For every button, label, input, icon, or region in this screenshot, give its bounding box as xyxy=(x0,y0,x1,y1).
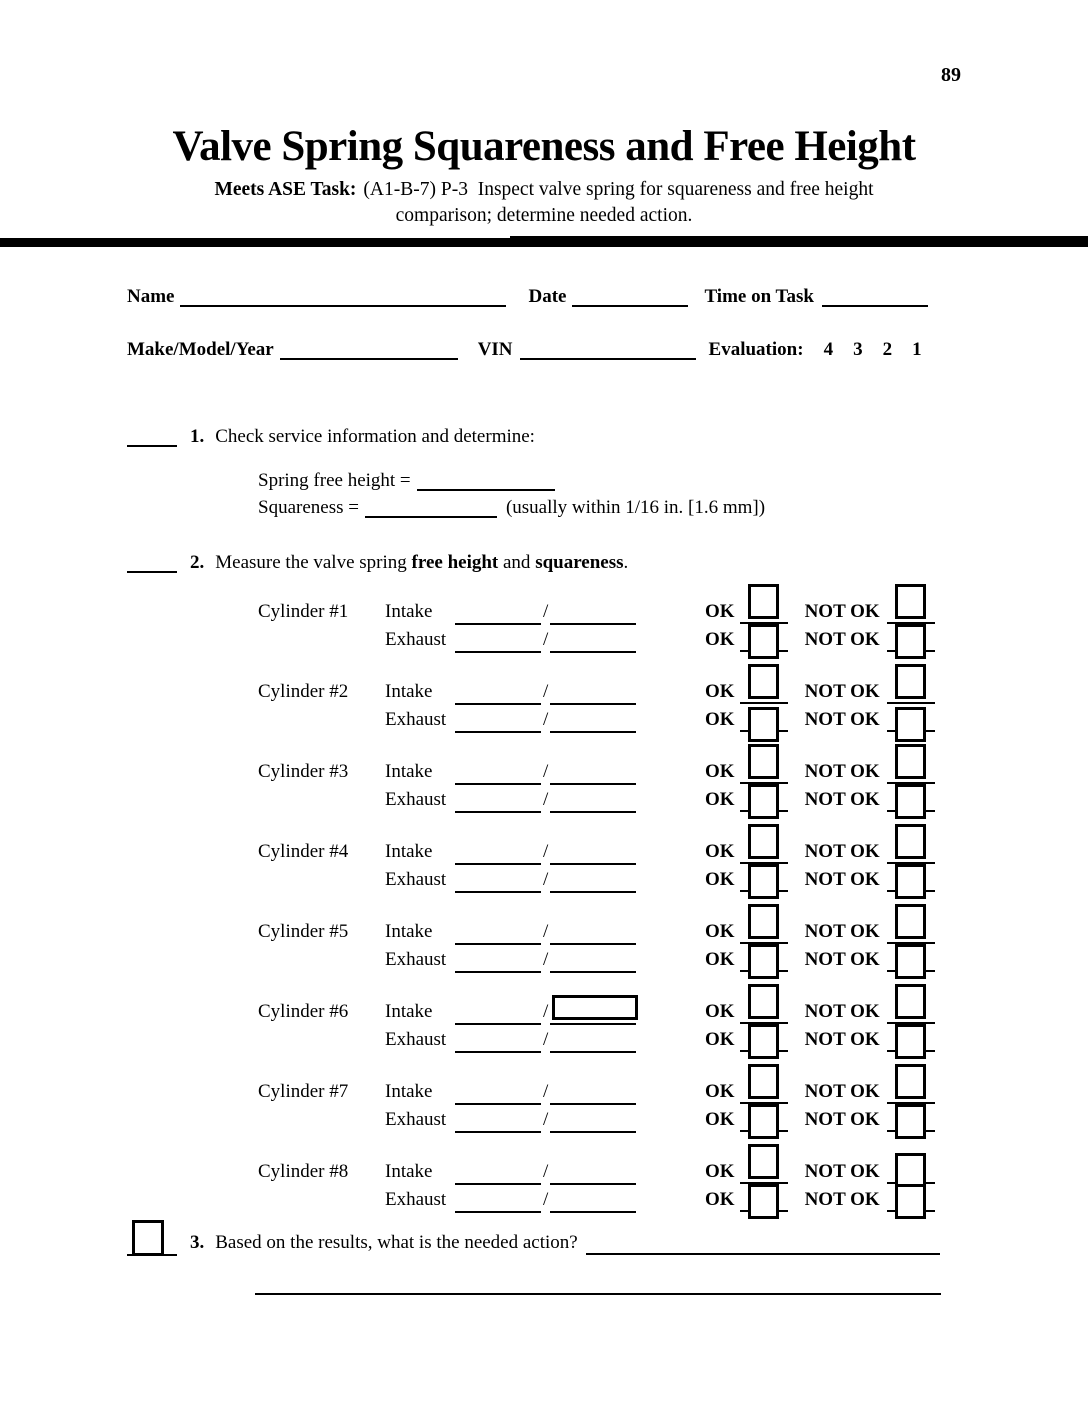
time-on-task-label: Time on Task xyxy=(704,286,814,307)
not-ok-checkbox[interactable] xyxy=(895,624,926,659)
intake-measure-blank-1[interactable] xyxy=(455,863,541,865)
not-ok-label: NOT OK xyxy=(804,921,880,942)
ok-label: OK xyxy=(705,1189,735,1210)
not-ok-label: NOT OK xyxy=(804,681,880,702)
cylinder-label: Cylinder #1 xyxy=(258,601,349,622)
step3-checkbox[interactable] xyxy=(132,1220,164,1256)
spring-free-height-blank[interactable] xyxy=(417,489,555,491)
exhaust-measure-blank-1[interactable] xyxy=(455,811,541,813)
intake-line xyxy=(258,598,1088,626)
ok-blank[interactable] xyxy=(740,970,788,972)
exhaust-ok-group xyxy=(705,786,935,814)
intake-label: Intake xyxy=(385,921,433,942)
not-ok-checkbox[interactable] xyxy=(895,944,926,979)
spring-free-height-label: Spring free height = xyxy=(258,470,411,491)
ok-blank[interactable] xyxy=(740,702,788,704)
exhaust-label: Exhaust xyxy=(385,629,447,650)
exhaust-line xyxy=(258,946,1088,974)
intake-measure-blank-1[interactable] xyxy=(455,1023,541,1025)
intake-ok-group xyxy=(705,918,935,946)
not-ok-blank[interactable] xyxy=(887,970,935,972)
intake-label: Intake xyxy=(385,1001,433,1022)
exhaust-line xyxy=(258,626,1088,654)
ok-checkbox[interactable] xyxy=(748,1144,779,1179)
spring-free-height-row xyxy=(258,468,555,494)
exhaust-measure-blank-2[interactable] xyxy=(550,811,636,813)
step2-bold-free-height: free height xyxy=(411,552,499,573)
header-rule xyxy=(0,238,1088,247)
slash-separator: / xyxy=(543,1109,549,1130)
intake-ok-group xyxy=(705,598,935,626)
not-ok-checkbox[interactable] xyxy=(895,744,926,779)
step1-completion-blank[interactable] xyxy=(127,445,177,447)
step1-row xyxy=(127,424,535,450)
not-ok-blank[interactable] xyxy=(887,890,935,892)
not-ok-checkbox[interactable] xyxy=(895,1024,926,1059)
slash-separator: / xyxy=(543,629,549,650)
ok-label: OK xyxy=(705,1161,735,1182)
not-ok-blank[interactable] xyxy=(887,810,935,812)
cylinder-label: Cylinder #3 xyxy=(258,761,349,782)
evaluation-scale-2[interactable]: 2 xyxy=(882,339,893,360)
slash-separator: / xyxy=(543,789,549,810)
intake-measure-blank-2[interactable] xyxy=(550,863,636,865)
squareness-blank[interactable] xyxy=(365,516,497,518)
ok-blank[interactable] xyxy=(740,1210,788,1212)
slash-separator: / xyxy=(543,1029,549,1050)
not-ok-checkbox[interactable] xyxy=(895,1184,926,1219)
not-ok-checkbox[interactable] xyxy=(895,584,926,619)
exhaust-measure-blank-2[interactable] xyxy=(550,651,636,653)
not-ok-label: NOT OK xyxy=(804,841,880,862)
intake-ok-group xyxy=(705,838,935,866)
exhaust-line xyxy=(258,1106,1088,1134)
intake-label: Intake xyxy=(385,601,433,622)
ok-label: OK xyxy=(705,789,735,810)
ok-blank[interactable] xyxy=(740,890,788,892)
exhaust-line xyxy=(258,786,1088,814)
intake-ok-group xyxy=(705,1158,935,1186)
step1-number: 1. xyxy=(190,426,205,447)
intake-measure-blank-2[interactable] xyxy=(550,943,636,945)
ok-label: OK xyxy=(705,869,735,890)
not-ok-blank[interactable] xyxy=(887,650,935,652)
intake-label: Intake xyxy=(385,1161,433,1182)
exhaust-measure-blank-1[interactable] xyxy=(455,731,541,733)
step3-completion-blank[interactable] xyxy=(127,1254,177,1256)
intake-measure-blank-1[interactable] xyxy=(455,703,541,705)
step1-text: Check service information and determine: xyxy=(215,426,535,447)
vehicle-row xyxy=(127,337,922,363)
exhaust-label: Exhaust xyxy=(385,1189,447,1210)
cylinder-block xyxy=(258,918,1088,998)
evaluation-scale-4[interactable]: 4 xyxy=(823,339,834,360)
exhaust-measure-blank-1[interactable] xyxy=(455,1211,541,1213)
not-ok-label: NOT OK xyxy=(804,1109,880,1130)
intake-ok-group xyxy=(705,998,935,1026)
exhaust-line xyxy=(258,1186,1088,1214)
not-ok-label: NOT OK xyxy=(804,709,880,730)
slash-separator: / xyxy=(543,841,549,862)
intake-ok-group xyxy=(705,678,935,706)
ase-task-line xyxy=(0,179,1088,201)
not-ok-checkbox[interactable] xyxy=(895,824,926,859)
intake-line xyxy=(258,1078,1088,1106)
ase-task-line2: comparison; determine needed action. xyxy=(395,205,693,226)
step2-text-suffix: . xyxy=(623,552,629,573)
ok-checkbox[interactable] xyxy=(748,707,779,742)
not-ok-checkbox[interactable] xyxy=(895,864,926,899)
page-number: 89 xyxy=(941,64,961,86)
step2-bold-squareness: squareness xyxy=(535,552,624,573)
page-title: Valve Spring Squareness and Free Height xyxy=(172,123,916,170)
step2-row xyxy=(127,550,628,576)
not-ok-blank[interactable] xyxy=(887,1050,935,1052)
step3-text: Based on the results, what is the needed action? xyxy=(215,1232,578,1253)
intake-label: Intake xyxy=(385,761,433,782)
ok-label: OK xyxy=(705,1081,735,1102)
ok-checkbox[interactable] xyxy=(748,824,779,859)
cylinder-label: Cylinder #2 xyxy=(258,681,349,702)
exhaust-measure-blank-1[interactable] xyxy=(455,1051,541,1053)
exhaust-line xyxy=(258,1026,1088,1054)
evaluation-scale-3[interactable]: 3 xyxy=(853,339,863,360)
ase-task-text: (A1-B-7) P-3 Inspect valve spring for squareness and free height xyxy=(363,179,874,200)
ok-label: OK xyxy=(705,681,735,702)
not-ok-label: NOT OK xyxy=(804,1029,880,1050)
exhaust-label: Exhaust xyxy=(385,1029,447,1050)
slash-separator: / xyxy=(543,761,549,782)
ok-blank[interactable] xyxy=(740,810,788,812)
intake-label: Intake xyxy=(385,841,433,862)
step2-number: 2. xyxy=(190,552,205,573)
squareness-note: (usually within 1/16 in. [1.6 mm]) xyxy=(505,497,766,518)
intake-ok-group xyxy=(705,1078,935,1106)
intake-measure-blank-1[interactable] xyxy=(455,1103,541,1105)
exhaust-label: Exhaust xyxy=(385,1109,447,1130)
ok-checkbox[interactable] xyxy=(748,944,779,979)
exhaust-line xyxy=(258,706,1088,734)
ok-checkbox[interactable] xyxy=(748,1064,779,1099)
exhaust-label: Exhaust xyxy=(385,789,447,810)
not-ok-label: NOT OK xyxy=(804,761,880,782)
make-model-year-label: Make/Model/Year xyxy=(127,339,274,360)
ok-label: OK xyxy=(705,709,735,730)
ok-checkbox[interactable] xyxy=(748,984,779,1019)
ok-blank[interactable] xyxy=(740,1130,788,1132)
exhaust-ok-group xyxy=(705,1106,935,1134)
cylinder-label: Cylinder #6 xyxy=(258,1001,349,1022)
exhaust-label: Exhaust xyxy=(385,709,447,730)
slash-separator: / xyxy=(543,1081,549,1102)
intake-measure-blank-1[interactable] xyxy=(455,1183,541,1185)
not-ok-blank[interactable] xyxy=(887,730,935,732)
intake-measure-blank-1[interactable] xyxy=(455,623,541,625)
intake-measure-blank-2[interactable] xyxy=(550,783,636,785)
exhaust-measure-blank-2[interactable] xyxy=(550,1051,636,1053)
ok-label: OK xyxy=(705,1001,735,1022)
intake-line xyxy=(258,1158,1088,1186)
not-ok-blank[interactable] xyxy=(887,1210,935,1212)
slash-separator: / xyxy=(543,681,549,702)
not-ok-label: NOT OK xyxy=(804,949,880,970)
slash-separator: / xyxy=(543,601,549,622)
exhaust-ok-group xyxy=(705,626,935,654)
ok-checkbox[interactable] xyxy=(748,784,779,819)
cylinder-section xyxy=(258,598,1088,1238)
cylinder-label: Cylinder #7 xyxy=(258,1081,349,1102)
ok-label: OK xyxy=(705,629,735,650)
exhaust-ok-group xyxy=(705,866,935,894)
exhaust-measure-blank-2[interactable] xyxy=(550,731,636,733)
ok-label: OK xyxy=(705,1109,735,1130)
squareness-row xyxy=(258,495,765,521)
make-model-year-blank[interactable] xyxy=(280,358,458,360)
exhaust-measure-blank-2[interactable] xyxy=(550,1211,636,1213)
ok-checkbox[interactable] xyxy=(748,1024,779,1059)
not-ok-checkbox[interactable] xyxy=(895,1153,926,1188)
exhaust-ok-group xyxy=(705,706,935,734)
not-ok-label: NOT OK xyxy=(804,869,880,890)
ok-checkbox[interactable] xyxy=(748,584,779,619)
name-blank[interactable] xyxy=(180,305,506,307)
exhaust-measure-blank-1[interactable] xyxy=(455,971,541,973)
cylinder-block xyxy=(258,998,1088,1078)
not-ok-label: NOT OK xyxy=(804,1189,880,1210)
not-ok-checkbox[interactable] xyxy=(895,784,926,819)
slash-separator: / xyxy=(543,1161,549,1182)
exhaust-label: Exhaust xyxy=(385,869,447,890)
exhaust-ok-group xyxy=(705,1026,935,1054)
not-ok-checkbox[interactable] xyxy=(895,1104,926,1139)
ase-task-label: Meets ASE Task: xyxy=(214,179,357,200)
cylinder-label: Cylinder #4 xyxy=(258,841,349,862)
not-ok-label: NOT OK xyxy=(804,601,880,622)
step3-number: 3. xyxy=(190,1232,205,1253)
not-ok-checkbox[interactable] xyxy=(895,1064,926,1099)
not-ok-label: NOT OK xyxy=(804,1081,880,1102)
cylinder-block xyxy=(258,758,1088,838)
ok-checkbox[interactable] xyxy=(748,1104,779,1139)
slash-separator: / xyxy=(543,1001,549,1022)
slash-separator: / xyxy=(543,1189,549,1210)
ok-blank[interactable] xyxy=(740,650,788,652)
ok-blank[interactable] xyxy=(740,1050,788,1052)
evaluation-scale-1[interactable]: 1 xyxy=(912,339,922,360)
ok-label: OK xyxy=(705,761,735,782)
exhaust-measure-blank-2[interactable] xyxy=(550,891,636,893)
not-ok-checkbox[interactable] xyxy=(895,664,926,699)
ok-checkbox[interactable] xyxy=(748,744,779,779)
exhaust-line xyxy=(258,866,1088,894)
step2-text xyxy=(215,550,628,576)
cylinder-block xyxy=(258,1158,1088,1238)
slash-separator: / xyxy=(543,869,549,890)
exhaust-measure-blank-2[interactable] xyxy=(550,1131,636,1133)
exhaust-ok-group xyxy=(705,1186,935,1214)
not-ok-blank[interactable] xyxy=(887,1130,935,1132)
intake-measure-blank-2[interactable] xyxy=(550,623,636,625)
measure-input-box[interactable] xyxy=(552,995,638,1020)
not-ok-label: NOT OK xyxy=(804,1161,880,1182)
exhaust-measure-blank-1[interactable] xyxy=(455,651,541,653)
ok-blank[interactable] xyxy=(740,730,788,732)
ok-label: OK xyxy=(705,949,735,970)
not-ok-label: NOT OK xyxy=(804,1001,880,1022)
intake-measure-blank-1[interactable] xyxy=(455,783,541,785)
vin-label: VIN xyxy=(477,339,513,360)
cylinder-block xyxy=(258,598,1088,678)
step2-completion-blank[interactable] xyxy=(127,571,177,573)
ok-label: OK xyxy=(705,921,735,942)
name-date-row xyxy=(127,284,928,310)
intake-line xyxy=(258,678,1088,706)
not-ok-checkbox[interactable] xyxy=(895,984,926,1019)
slash-separator: / xyxy=(543,709,549,730)
vin-blank[interactable] xyxy=(520,358,696,360)
exhaust-measure-blank-2[interactable] xyxy=(550,971,636,973)
not-ok-checkbox[interactable] xyxy=(895,904,926,939)
step3-row xyxy=(127,1228,940,1258)
intake-line xyxy=(258,838,1088,866)
intake-measure-blank-1[interactable] xyxy=(455,943,541,945)
not-ok-label: NOT OK xyxy=(804,789,880,810)
ok-label: OK xyxy=(705,841,735,862)
intake-line xyxy=(258,918,1088,946)
step2-text-prefix: Measure the valve spring xyxy=(215,552,412,573)
intake-measure-blank-2[interactable] xyxy=(550,703,636,705)
time-on-task-blank[interactable] xyxy=(822,305,928,307)
date-label: Date xyxy=(528,286,567,307)
intake-label: Intake xyxy=(385,681,433,702)
date-blank[interactable] xyxy=(572,305,688,307)
step2-text-mid: and xyxy=(498,552,536,573)
evaluation-label: Evaluation: xyxy=(708,339,804,360)
cylinder-block xyxy=(258,1078,1088,1158)
intake-ok-group xyxy=(705,758,935,786)
intake-measure-blank-2[interactable] xyxy=(550,1023,636,1025)
ok-checkbox[interactable] xyxy=(748,624,779,659)
exhaust-label: Exhaust xyxy=(385,949,447,970)
ok-checkbox[interactable] xyxy=(748,864,779,899)
cylinder-label: Cylinder #5 xyxy=(258,921,349,942)
cylinder-block xyxy=(258,838,1088,918)
intake-measure-blank-2[interactable] xyxy=(550,1183,636,1185)
ok-checkbox[interactable] xyxy=(748,904,779,939)
exhaust-measure-blank-1[interactable] xyxy=(455,1131,541,1133)
ok-checkbox[interactable] xyxy=(748,1184,779,1219)
not-ok-label: NOT OK xyxy=(804,629,880,650)
exhaust-measure-blank-1[interactable] xyxy=(455,891,541,893)
squareness-label: Squareness = xyxy=(258,497,359,518)
exhaust-ok-group xyxy=(705,946,935,974)
intake-line xyxy=(258,758,1088,786)
cylinder-block xyxy=(258,678,1088,758)
needed-action-blank-line2[interactable] xyxy=(255,1293,941,1295)
slash-separator: / xyxy=(543,921,549,942)
intake-measure-blank-2[interactable] xyxy=(550,1103,636,1105)
intake-label: Intake xyxy=(385,1081,433,1102)
cylinder-label: Cylinder #8 xyxy=(258,1161,349,1182)
not-ok-blank[interactable] xyxy=(887,702,935,704)
ok-checkbox[interactable] xyxy=(748,664,779,699)
slash-separator: / xyxy=(543,949,549,970)
intake-line xyxy=(258,998,1088,1026)
name-label: Name xyxy=(127,286,175,307)
not-ok-checkbox[interactable] xyxy=(895,707,926,742)
needed-action-blank[interactable] xyxy=(586,1253,940,1255)
ok-label: OK xyxy=(705,601,735,622)
ok-label: OK xyxy=(705,1029,735,1050)
